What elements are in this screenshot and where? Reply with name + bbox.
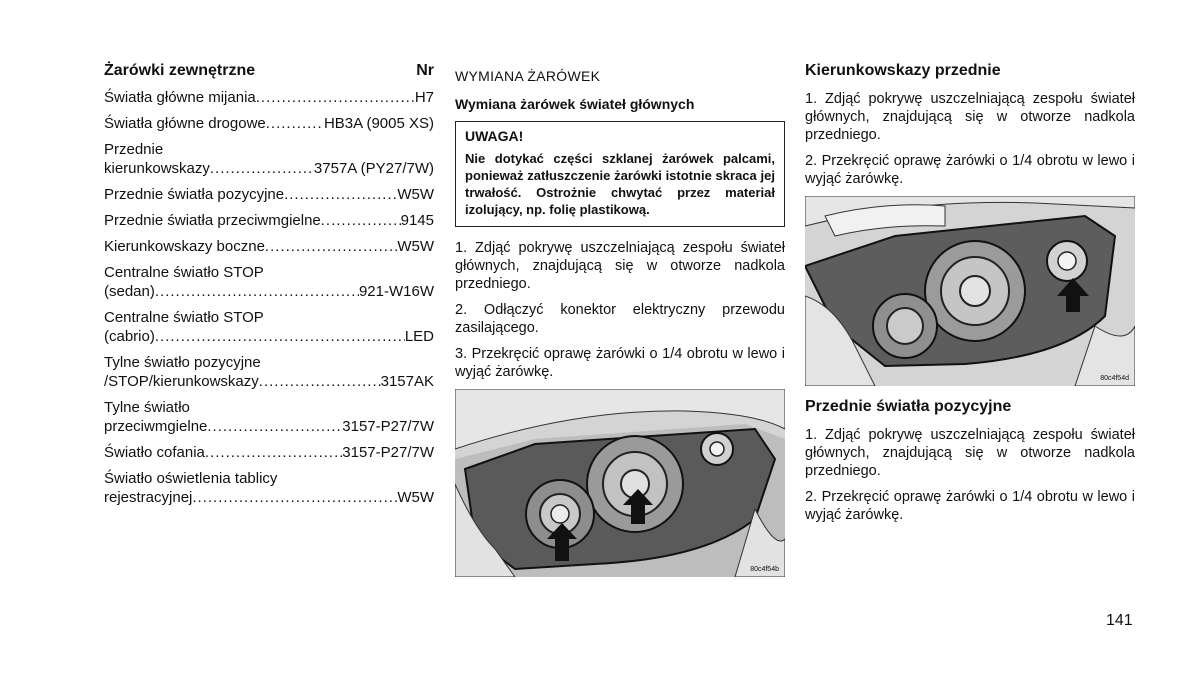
bulb-spec-name: przeciwmgielne (104, 418, 208, 435)
turn-signal-column (805, 62, 1135, 532)
warning-text: Nie dotykać części szklanej żarówek palcami, ponieważ zatłuszczenie żarówki istotnie skraca jej trwałość. Ostrożnie chwytać przez materiał izolujący, np. folię plastikową. (465, 151, 775, 217)
dot-leader (265, 237, 397, 256)
bulb-spec-item (104, 237, 434, 256)
bulb-spec-item (104, 469, 434, 507)
bulb-spec-name: Przednie światła pozycyjne (104, 186, 285, 203)
step-1: 1. Zdjąć pokrywę uszczelniającą zespołu świateł głównych, znajdującą się w otworze nadkola przedniego. (455, 240, 785, 292)
bulb-spec-item (104, 185, 434, 204)
figure-code: 80c4f54b (750, 566, 779, 573)
section-title-turn-signals: Kierunkowskazy przednie (805, 62, 1001, 79)
bulb-spec-value: HB3A (9005 XS) (323, 115, 434, 132)
bulb-spec-item (104, 308, 434, 346)
position-step-2: 2. Przekręcić oprawę żarówki o 1/4 obrotu w lewo i wyjąć żarówkę. (805, 489, 1135, 523)
position-step-1: 1. Zdjąć pokrywę uszczelniającą zespołu świateł głównych, znajdującą się w otworze nadkola przedniego. (805, 427, 1135, 479)
dot-leader (284, 185, 397, 204)
step-2: 2. Odłączyć konektor elektryczny przewodu zasilającego. (455, 302, 785, 336)
bulb-spec-name: Przednie światła przeciwmgielne (104, 212, 321, 229)
bulb-spec-value: W5W (397, 489, 434, 506)
dot-leader (205, 443, 342, 462)
bulb-spec-column (104, 62, 434, 514)
dot-leader (321, 211, 401, 230)
dot-leader (207, 417, 342, 436)
bulb-spec-name: /STOP/kierunkowskazy (104, 373, 259, 390)
section-heading: WYMIANA ŻARÓWEK (455, 68, 601, 84)
dot-leader (155, 327, 405, 346)
bulb-spec-value: 3157AK (380, 373, 434, 390)
turn-signal-illustration (805, 196, 1135, 386)
dot-leader (259, 372, 381, 391)
bulb-spec-name-line: Tylne światło pozycyjne (104, 354, 261, 371)
dot-leader (210, 159, 314, 178)
bulb-spec-name: (sedan) (104, 283, 155, 300)
dot-leader (266, 114, 324, 133)
bulb-spec-value: 9145 (400, 212, 434, 229)
step-3: 3. Przekręcić oprawę żarówki o 1/4 obrotu w lewo i wyjąć żarówkę. (455, 346, 785, 380)
bulb-spec-item (104, 211, 434, 230)
bulb-spec-name-line: Przednie (104, 141, 164, 158)
bulb-spec-name: Światło cofania (104, 444, 205, 461)
bulb-spec-value: 3157-P27/7W (342, 418, 434, 435)
bulb-spec-item (104, 443, 434, 462)
bulb-spec-value: 3757A (PY27/7W) (313, 160, 434, 177)
bulb-spec-item (104, 140, 434, 178)
bulb-table-nr: Nr (416, 62, 434, 79)
bulb-spec-value: 921-W16W (358, 283, 434, 300)
bulb-spec-name-line: Tylne światło (104, 399, 190, 416)
bulb-spec-item (104, 353, 434, 391)
bulb-spec-name-line: Światło oświetlenia tablicy (104, 470, 278, 487)
bulb-spec-value: W5W (397, 186, 434, 203)
bulb-spec-name-line: Centralne światło STOP (104, 309, 264, 326)
turn-step-2: 2. Przekręcić oprawę żarówki o 1/4 obrotu w lewo i wyjąć żarówkę. (805, 153, 1135, 187)
warning-title: UWAGA! (465, 128, 524, 144)
bulb-spec-value: 3157-P27/7W (342, 444, 434, 461)
bulb-spec-value: W5W (397, 238, 434, 255)
bulb-spec-name-line: Centralne światło STOP (104, 264, 264, 281)
headlamp-column (455, 62, 785, 577)
warning-box (455, 121, 785, 227)
bulb-table-title: Żarówki zewnętrzne (104, 62, 256, 79)
turn-step-1: 1. Zdjąć pokrywę uszczelniającą zespołu świateł głównych, znajdującą się w otworze nadkola przedniego. (805, 91, 1135, 143)
dot-leader (192, 488, 397, 507)
bulb-spec-name: Kierunkowskazy boczne (104, 238, 265, 255)
bulb-spec-list (104, 88, 434, 507)
bulb-spec-name: Światła główne mijania (104, 89, 256, 106)
bulb-table-header (104, 62, 434, 80)
dot-leader (155, 282, 359, 301)
bulb-spec-item (104, 114, 434, 133)
subsection-heading: Wymiana żarówek świateł głównych (455, 96, 695, 112)
bulb-spec-value: H7 (414, 89, 434, 106)
bulb-spec-item (104, 398, 434, 436)
section-title-position-lights: Przednie światła pozycyjne (805, 398, 1012, 415)
dot-leader (256, 88, 415, 107)
bulb-spec-value: LED (404, 328, 434, 345)
bulb-spec-name: kierunkowskazy (104, 160, 210, 177)
figure-code: 80c4f54d (1100, 375, 1129, 382)
bulb-spec-item (104, 88, 434, 107)
bulb-spec-name: rejestracyjnej (104, 489, 193, 506)
headlamp-drawing (455, 389, 785, 577)
headlamp-illustration (455, 389, 785, 577)
bulb-spec-name: (cabrio) (104, 328, 155, 345)
turn-signal-drawing (805, 196, 1135, 386)
bulb-spec-name: Światła główne drogowe (104, 115, 266, 132)
bulb-spec-item (104, 263, 434, 301)
page-number: 141 (1106, 612, 1133, 629)
